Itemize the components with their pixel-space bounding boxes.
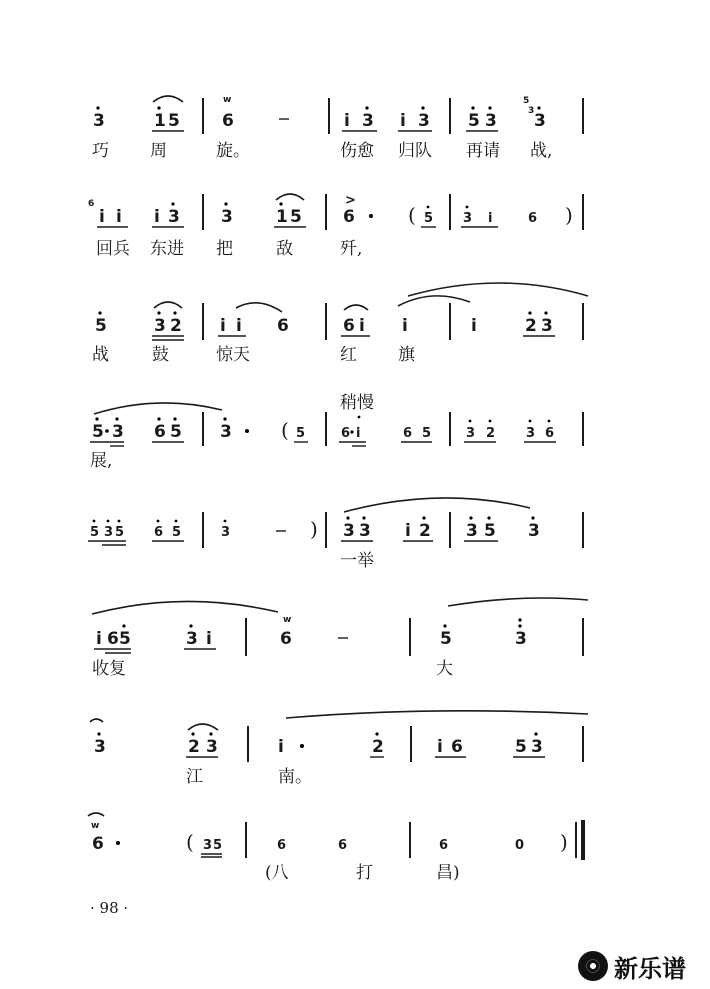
tempo-mark: 稍慢 xyxy=(340,393,374,413)
paren-close: ) xyxy=(310,517,318,541)
note: 3 xyxy=(528,521,540,541)
dot xyxy=(300,744,304,748)
system-7 xyxy=(90,711,588,787)
grace-note: 3 xyxy=(528,106,535,116)
dot-above xyxy=(362,516,365,519)
note: 6 xyxy=(107,629,119,649)
lyric: 把 xyxy=(216,239,233,259)
note: 5 xyxy=(424,211,434,226)
note: 6 xyxy=(341,426,351,441)
ornament-mark: w xyxy=(91,821,100,831)
dot-above xyxy=(224,202,227,205)
ornament-mark: w xyxy=(283,615,292,625)
lyric: 大 xyxy=(436,659,453,679)
note: 6 xyxy=(338,838,348,853)
ornament-mark: w xyxy=(223,95,232,105)
note: 2 xyxy=(188,737,200,757)
note: i xyxy=(206,629,212,649)
system-1 xyxy=(92,95,583,161)
lyric: 打 xyxy=(356,863,373,883)
system-8 xyxy=(88,813,583,883)
note: i xyxy=(96,629,102,649)
slur xyxy=(188,724,218,730)
note: 3 xyxy=(418,111,430,131)
lyric: 归队 xyxy=(398,141,432,161)
slur xyxy=(276,194,304,200)
note: i xyxy=(405,521,411,541)
lyric: (八 xyxy=(265,863,289,883)
note: 3 xyxy=(463,211,473,226)
note: 5 xyxy=(290,207,302,227)
note: 3 xyxy=(154,316,166,336)
note: i xyxy=(154,207,160,227)
dot xyxy=(350,430,353,433)
dot-above xyxy=(537,106,540,109)
note: i xyxy=(278,737,284,757)
note: 3 xyxy=(531,737,543,757)
note: 5 xyxy=(90,525,100,540)
dot-above xyxy=(443,624,446,627)
note: 6 xyxy=(280,629,292,649)
note: 3 xyxy=(526,426,536,441)
lyric: 再请 xyxy=(466,141,500,161)
note: 3 xyxy=(362,111,374,131)
note: 3 xyxy=(343,521,355,541)
note: 6 xyxy=(439,838,449,853)
note: 3 xyxy=(541,316,553,336)
dot-above xyxy=(189,624,192,627)
note: 5 xyxy=(119,629,131,649)
system-2 xyxy=(88,193,583,259)
note: 6 xyxy=(343,207,355,227)
slur xyxy=(154,302,182,308)
lyric: 回兵 xyxy=(96,239,130,259)
lyric: 东进 xyxy=(150,239,184,259)
dot-above xyxy=(107,520,110,523)
note: i xyxy=(402,316,408,336)
note: 5 xyxy=(515,737,527,757)
slur-long xyxy=(448,598,588,606)
note: 5 xyxy=(468,111,480,131)
note: 3 xyxy=(515,629,527,649)
lyric: 战 xyxy=(92,345,109,365)
note: 2 xyxy=(372,737,384,757)
note: 5 xyxy=(213,838,223,853)
page-number: · 98 · xyxy=(90,899,129,917)
paren-open: ( xyxy=(281,418,289,442)
dot xyxy=(245,429,249,433)
dot-above xyxy=(223,417,226,420)
lyric: 歼, xyxy=(340,239,363,259)
note: 6 xyxy=(154,422,166,442)
paren-open: ( xyxy=(408,203,416,227)
note: 6 xyxy=(277,838,287,853)
note: 3 xyxy=(534,111,546,131)
lyric: 巧 xyxy=(92,141,109,161)
dot-above xyxy=(487,516,490,519)
system-3 xyxy=(92,283,588,365)
system-5 xyxy=(88,498,583,571)
brand-name: 新乐谱 xyxy=(614,954,686,983)
dot-above xyxy=(173,311,176,314)
note: 2 xyxy=(419,521,431,541)
note: 3 xyxy=(186,629,198,649)
note: i xyxy=(220,316,226,336)
note: 3 xyxy=(466,521,478,541)
note: 3 xyxy=(221,207,233,227)
dot-above xyxy=(518,624,521,627)
dot-above xyxy=(279,202,282,205)
dot-above xyxy=(97,732,100,735)
note: 2 xyxy=(170,316,182,336)
dot-above xyxy=(93,520,96,523)
lyric: 一举 xyxy=(340,551,374,571)
dot-above xyxy=(488,106,491,109)
note: i xyxy=(116,207,122,227)
dot-above xyxy=(375,732,378,735)
note: i xyxy=(99,207,105,227)
dot-above xyxy=(469,516,472,519)
slur xyxy=(398,296,470,306)
slur-long xyxy=(344,498,530,512)
note: 5 xyxy=(440,629,452,649)
dot-above xyxy=(95,417,98,420)
note: 3 xyxy=(112,422,124,442)
note: 1 xyxy=(154,111,166,131)
dot-above xyxy=(529,420,532,423)
lyric: 江 xyxy=(186,767,203,787)
note: 5 xyxy=(95,316,107,336)
note: 0 xyxy=(515,838,525,853)
lyric: 伤愈 xyxy=(340,141,374,161)
brand-logo xyxy=(578,946,704,986)
dot-above xyxy=(157,106,160,109)
dot-above xyxy=(489,420,492,423)
note: 5 xyxy=(115,525,125,540)
dot-above xyxy=(224,520,227,523)
dot-above xyxy=(528,311,531,314)
note: 5 xyxy=(170,422,182,442)
lyric: 鼓 xyxy=(152,345,169,365)
note: 6 xyxy=(451,737,463,757)
dot-above xyxy=(531,516,534,519)
note: 5 xyxy=(92,422,104,442)
dot-above xyxy=(98,311,101,314)
accent-mark: > xyxy=(345,193,356,208)
slur xyxy=(90,719,103,722)
lyric: 旗 xyxy=(398,345,415,365)
dot-above xyxy=(427,206,430,209)
dot-above xyxy=(346,516,349,519)
dot xyxy=(116,841,120,845)
lyric: 收复 xyxy=(92,659,126,679)
dot-above xyxy=(122,624,125,627)
dot-above xyxy=(518,618,521,621)
note: 1 xyxy=(276,207,288,227)
note: 2 xyxy=(525,316,537,336)
dot-above xyxy=(115,417,118,420)
note: 3 xyxy=(203,838,213,853)
note: 6 xyxy=(277,316,289,336)
note: 6 xyxy=(528,211,538,226)
note: 3 xyxy=(221,525,231,540)
dot-above xyxy=(175,520,178,523)
dot-above xyxy=(157,311,160,314)
note: 3 xyxy=(168,207,180,227)
dot-above xyxy=(471,106,474,109)
slur xyxy=(236,303,282,312)
record-disc-icon xyxy=(578,951,608,981)
note: 6 xyxy=(92,834,104,854)
paren-open: ( xyxy=(186,830,194,854)
note: i xyxy=(400,111,406,131)
slur xyxy=(344,305,368,310)
note: 6 xyxy=(154,525,164,540)
note: 3 xyxy=(104,525,114,540)
dot-above xyxy=(96,106,99,109)
note: 6 xyxy=(343,316,355,336)
note: 6 xyxy=(545,426,555,441)
dot-above xyxy=(466,206,469,209)
slur xyxy=(88,813,104,816)
note: 5 xyxy=(296,426,306,441)
dot-above xyxy=(534,732,537,735)
dot-above xyxy=(209,732,212,735)
note: i xyxy=(488,211,493,226)
dot xyxy=(369,214,373,218)
dot-above xyxy=(469,420,472,423)
lyric: 周 xyxy=(150,141,167,161)
note: 5 xyxy=(422,426,432,441)
note: 3 xyxy=(359,521,371,541)
lyric: 旋。 xyxy=(216,141,250,161)
lyric: 惊天 xyxy=(216,345,250,365)
note: 3 xyxy=(485,111,497,131)
note: 2 xyxy=(486,426,496,441)
note: i xyxy=(344,111,350,131)
note: 3 xyxy=(220,422,232,442)
lyric: 昌) xyxy=(436,863,460,883)
lyric: 红 xyxy=(340,345,357,365)
slur xyxy=(153,96,183,102)
dot-above xyxy=(173,417,176,420)
dot-above xyxy=(544,311,547,314)
grace-note: 5 xyxy=(523,96,530,106)
system-6 xyxy=(92,598,588,679)
paren-close: ) xyxy=(565,203,573,227)
note: i xyxy=(236,316,242,336)
note: i xyxy=(437,737,443,757)
note: i xyxy=(359,316,365,336)
dot-above xyxy=(421,106,424,109)
paren-close: ) xyxy=(560,830,568,854)
note: 6 xyxy=(222,111,234,131)
grace-note: 6 xyxy=(88,199,95,209)
lyric: 敌 xyxy=(276,239,293,259)
lyric: 战, xyxy=(530,141,553,161)
dot-above xyxy=(118,520,121,523)
note: 5 xyxy=(172,525,182,540)
note: 5 xyxy=(168,111,180,131)
slur-long xyxy=(286,711,588,718)
note: 3 xyxy=(93,111,105,131)
lyric: 南。 xyxy=(278,767,312,787)
lyric: 展, xyxy=(90,451,113,471)
dot-above xyxy=(157,417,160,420)
dot xyxy=(105,429,109,433)
slur-long xyxy=(92,601,278,614)
dot-above xyxy=(422,516,425,519)
dot-above xyxy=(157,520,160,523)
dot-above xyxy=(358,416,361,419)
note: 5 xyxy=(484,521,496,541)
note: 3 xyxy=(466,426,476,441)
note: 3 xyxy=(94,737,106,757)
note: i xyxy=(356,426,361,441)
slur-long xyxy=(408,283,588,296)
dot-above xyxy=(548,420,551,423)
dot-above xyxy=(171,202,174,205)
dot-above xyxy=(191,732,194,735)
system-4 xyxy=(90,393,583,471)
note: 6 xyxy=(403,426,413,441)
note: i xyxy=(471,316,477,336)
note: 3 xyxy=(206,737,218,757)
dot-above xyxy=(365,106,368,109)
